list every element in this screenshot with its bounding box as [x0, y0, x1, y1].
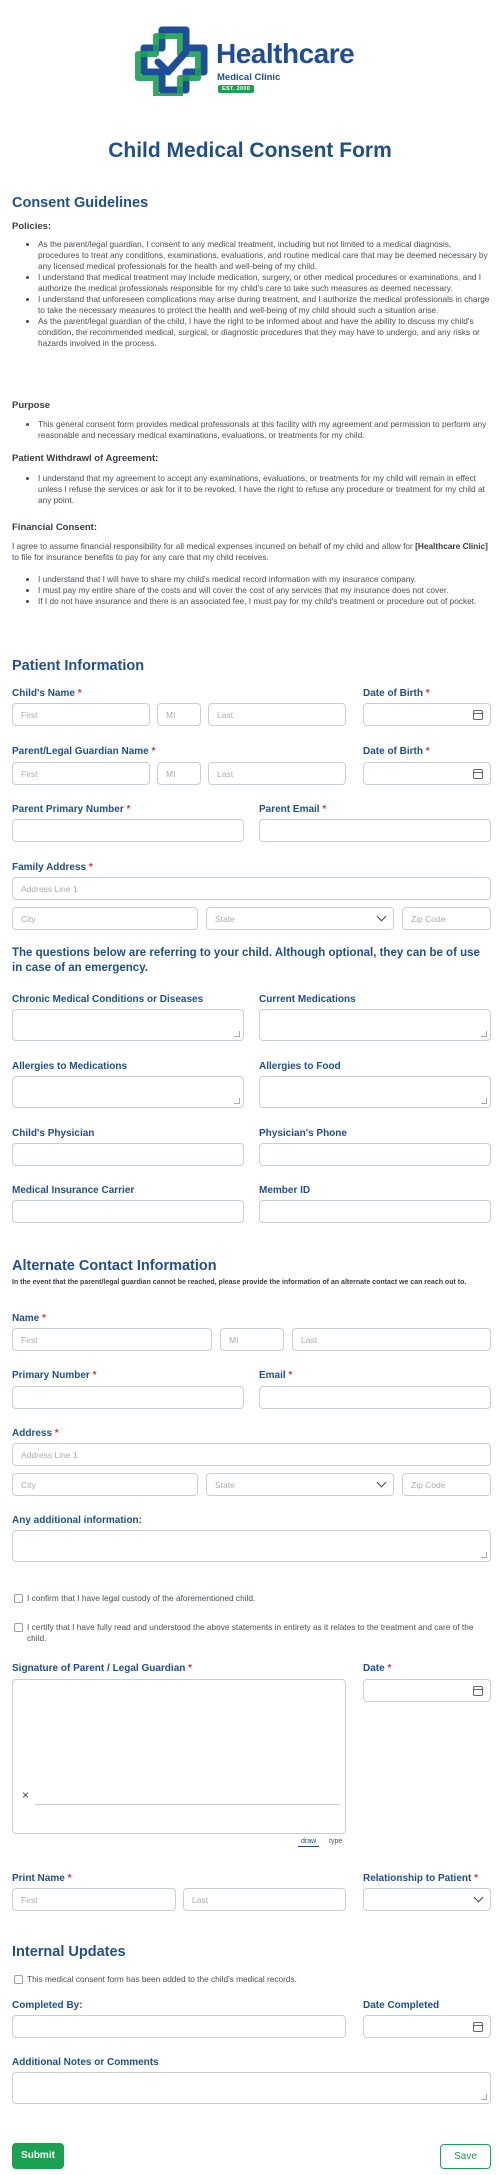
- resize-handle-icon[interactable]: [234, 1031, 240, 1037]
- guardian-dob-label: Date of Birth *: [363, 746, 430, 757]
- calendar-icon[interactable]: [473, 769, 483, 779]
- policies-heading: Policies:: [12, 221, 52, 232]
- address-line1-input[interactable]: Address Line 1: [12, 877, 491, 900]
- resize-handle-icon[interactable]: [481, 1031, 487, 1037]
- alternate-address-label: Address *: [12, 1428, 59, 1439]
- chevron-down-icon: [377, 912, 387, 922]
- records-added-checkbox[interactable]: [14, 1975, 23, 1984]
- primary-number-input[interactable]: [12, 819, 244, 842]
- financial-text-post: to file for insurance benefits to pay for any care that my child receives.: [12, 552, 269, 562]
- relationship-select[interactable]: [363, 1888, 491, 1911]
- withdrawal-heading: Patient Withdrawl of Agreement:: [12, 453, 159, 464]
- optional-questions-intro: The questions below are referring to your child. Although optional, they can be of use in case of an emergency.: [12, 947, 480, 974]
- child-name-label: Child's Name *: [12, 688, 82, 699]
- physician-phone-input[interactable]: [259, 1143, 491, 1166]
- insurance-carrier-input[interactable]: [12, 1200, 244, 1223]
- alternate-city-input[interactable]: City: [12, 1473, 198, 1496]
- print-name-label: Print Name *: [12, 1873, 72, 1884]
- food-allergies-textarea[interactable]: [259, 1076, 491, 1108]
- section-title-guidelines: Consent Guidelines: [12, 195, 149, 211]
- child-first-name-input[interactable]: First: [12, 703, 150, 726]
- alternate-name-label: Name *: [12, 1313, 46, 1324]
- signature-clear-x-icon[interactable]: ×: [22, 1788, 30, 1802]
- policy-item: • I understand that unforeseen complications may arise during treatment, and I authorize the medical professionals in charge to take the necessary measures to protect the health and well-being of my child should such a situation arise.: [38, 294, 490, 316]
- signature-date-label: Date *: [363, 1663, 392, 1674]
- date-completed-input[interactable]: [363, 2015, 491, 2038]
- date-completed-label: Date Completed: [363, 2000, 440, 2011]
- alternate-email-label: Email *: [259, 1370, 293, 1381]
- parent-email-input[interactable]: [259, 819, 491, 842]
- signature-pad[interactable]: [12, 1679, 346, 1834]
- alternate-primary-number-label: Primary Number *: [12, 1370, 97, 1381]
- medication-allergies-label: Allergies to Medications: [12, 1061, 128, 1072]
- resize-handle-icon[interactable]: [481, 1552, 487, 1558]
- financial-list: [12, 574, 490, 607]
- financial-heading: Financial Consent:: [12, 522, 97, 533]
- section-title-alternate: Alternate Contact Information: [12, 1258, 217, 1274]
- tab-type[interactable]: type: [329, 1838, 343, 1845]
- financial-paragraph: [12, 541, 490, 563]
- member-id-label: Member ID: [259, 1185, 311, 1196]
- calendar-icon[interactable]: [473, 2022, 483, 2032]
- policy-item: • I understand that medical treatment may include medication, surgery, or other medical procedures or examinations, and I authorize the medical professionals responsible for my child's care to take such measures as deemed necessary.: [38, 272, 490, 294]
- insurance-carrier-label: Medical Insurance Carrier: [12, 1185, 135, 1196]
- custody-checkbox[interactable]: [14, 1594, 23, 1603]
- child-last-name-input[interactable]: Last: [208, 703, 346, 726]
- submit-button[interactable]: Submit: [12, 2143, 64, 2169]
- alternate-mi-input[interactable]: MI: [220, 1328, 284, 1351]
- financial-item: • If I do not have insurance and there is an associated fee, I must pay for my child's treatment or procedure out of pocket.: [38, 596, 490, 607]
- section-title-patient: Patient Information: [12, 658, 145, 674]
- clinic-logo: [134, 26, 366, 96]
- signature-baseline: [35, 1804, 340, 1805]
- additional-notes-label: Additional Notes or Comments: [12, 2057, 159, 2068]
- additional-info-textarea[interactable]: [12, 1530, 491, 1562]
- physician-phone-label: Physician's Phone: [259, 1128, 347, 1139]
- policy-item: • As the parent/legal guardian, I consent to any medical treatment, including but not limited to a medical diagnosis, procedures to treat any conditions, examinations, evaluations, and routine medical care that may be deemed necessary by any licensed medical professionals for the health and well-being of my child.: [38, 239, 490, 272]
- withdrawal-list: [12, 473, 490, 506]
- tab-draw[interactable]: draw: [298, 1838, 319, 1847]
- form-title: Child Medical Consent Form: [108, 139, 392, 162]
- current-medications-label: Current Medications: [259, 994, 356, 1005]
- resize-handle-icon[interactable]: [234, 1098, 240, 1104]
- purpose-item: • This general consent form provides medical professionals at this facility with my agreement and permission to perform any reasonable and necessary medical examinations, evaluations, or treatments for my child.: [38, 419, 490, 441]
- guardian-first-name-input[interactable]: First: [12, 762, 150, 785]
- child-dob-label: Date of Birth *: [363, 688, 430, 699]
- medication-allergies-textarea[interactable]: [12, 1076, 244, 1108]
- calendar-icon[interactable]: [473, 1686, 483, 1696]
- family-address-label: Family Address *: [12, 862, 93, 873]
- alternate-email-input[interactable]: [259, 1386, 491, 1409]
- resize-handle-icon[interactable]: [481, 2094, 487, 2100]
- alternate-state-select[interactable]: State: [206, 1473, 394, 1496]
- chronic-conditions-textarea[interactable]: [12, 1009, 244, 1041]
- zip-code-input[interactable]: Zip Code: [402, 907, 491, 930]
- custody-checkbox-label: I confirm that I have legal custody of the aforementioned child.: [27, 1593, 256, 1603]
- completed-by-input[interactable]: [12, 2015, 346, 2038]
- relationship-label: Relationship to Patient *: [363, 1873, 479, 1884]
- section-title-internal: Internal Updates: [12, 1944, 126, 1960]
- alternate-last-name-input[interactable]: Last: [292, 1328, 491, 1351]
- state-select[interactable]: State: [206, 907, 394, 930]
- alternate-primary-number-input[interactable]: [12, 1386, 244, 1409]
- parent-email-label: Parent Email *: [259, 804, 327, 815]
- city-input[interactable]: City: [12, 907, 198, 930]
- completed-by-label: Completed By:: [12, 2000, 83, 2011]
- policies-list: [12, 239, 490, 349]
- additional-info-label: Any additional information:: [12, 1515, 142, 1526]
- brand-subtitle: Medical Clinic: [217, 72, 281, 83]
- brand-established-badge: EST. 2000: [218, 85, 254, 93]
- alternate-zip-code-input[interactable]: Zip Code: [402, 1473, 491, 1496]
- additional-notes-textarea[interactable]: [12, 2072, 491, 2104]
- save-button[interactable]: Save: [440, 2144, 491, 2169]
- resize-handle-icon[interactable]: [481, 1098, 487, 1104]
- financial-text-pre: I agree to assume financial responsibility for all medical expenses incurred on behalf of my child and allow for: [12, 541, 416, 551]
- purpose-heading: Purpose: [12, 400, 51, 411]
- guardian-mi-input[interactable]: MI: [157, 762, 201, 785]
- food-allergies-label: Allergies to Food: [259, 1061, 341, 1072]
- medical-cross-check-icon: [134, 26, 214, 96]
- alternate-contact-note: In the event that the parent/legal guardian cannot be reached, please provide the information of an alternate contact we can reach out to.: [12, 1279, 467, 1286]
- certify-checkbox[interactable]: [14, 1623, 23, 1632]
- financial-item: • I understand that I will have to share my child's medical record information with my insurance company.: [38, 574, 490, 585]
- guardian-dob-input[interactable]: [363, 762, 491, 785]
- guardian-name-label: Parent/Legal Guardian Name *: [12, 746, 156, 757]
- physician-label: Child's Physician: [12, 1128, 95, 1139]
- alternate-address-line1-input[interactable]: Address Line 1: [12, 1443, 491, 1466]
- financial-item: • I must pay my entire share of the costs and will cover the cost of any services that my insurance does not cover.: [38, 585, 490, 596]
- alternate-first-name-input[interactable]: First: [12, 1328, 212, 1351]
- calendar-icon[interactable]: [473, 710, 483, 720]
- withdrawal-item: • I understand that my agreement to accept any examinations, evaluations, or treatments for my child will remain in effect unless I refuse the services or ask for it to be revoked. I have the right to refuse any procedure or treatment for my child at any point.: [38, 473, 490, 506]
- guardian-last-name-input[interactable]: Last: [208, 762, 346, 785]
- child-mi-input[interactable]: MI: [157, 703, 201, 726]
- chevron-down-icon: [474, 1893, 484, 1903]
- child-dob-input[interactable]: [363, 703, 491, 726]
- chevron-down-icon: [377, 1478, 387, 1488]
- brand-name: Healthcare: [216, 38, 355, 69]
- print-first-name-input[interactable]: First: [12, 1888, 176, 1911]
- policy-item: • As the parent/legal guardian of the child, I have the right to be informed about and have the ability to discuss my child's condition, the recommended medical, surgical, or diagnostic procedures that they may have to undergo, and any risks or hazards involved in the process.: [38, 316, 490, 349]
- member-id-input[interactable]: [259, 1200, 491, 1223]
- clinic-name-placeholder: [Healthcare Clinic]: [415, 541, 488, 551]
- primary-number-label: Parent Primary Number *: [12, 804, 131, 815]
- purpose-list: [12, 419, 490, 441]
- current-medications-textarea[interactable]: [259, 1009, 491, 1041]
- chronic-conditions-label: Chronic Medical Conditions or Diseases: [12, 994, 204, 1005]
- certify-checkbox-label: I certify that I have fully read and understood the above statements in entirety as it relates to the treatment and care of the child.: [27, 1622, 474, 1643]
- print-last-name-input[interactable]: Last: [183, 1888, 346, 1911]
- physician-input[interactable]: [12, 1143, 244, 1166]
- records-added-checkbox-label: This medical consent form has been added to the child's medical records.: [27, 1974, 297, 1984]
- signature-date-input[interactable]: [363, 1679, 491, 1702]
- signature-label: Signature of Parent / Legal Guardian *: [12, 1663, 193, 1674]
